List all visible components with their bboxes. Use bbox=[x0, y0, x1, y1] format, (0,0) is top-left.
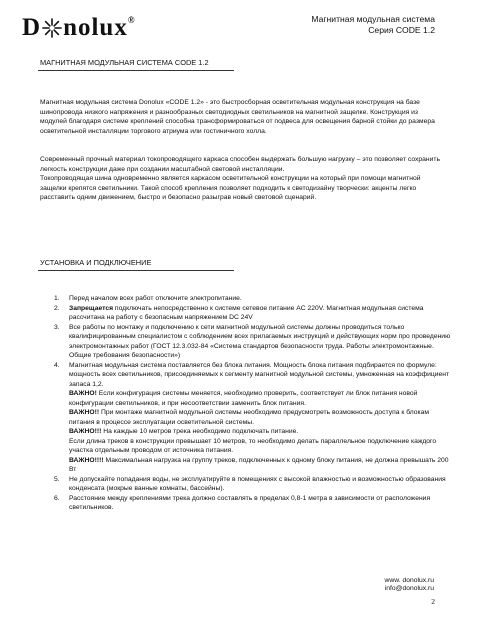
document-subtitle: Серия CODE 1.2 bbox=[368, 25, 435, 35]
section-title-system: МАГНИТНАЯ МОДУЛЬНАЯ СИСТЕМА CODE 1.2 bbox=[40, 58, 209, 67]
section-underline bbox=[38, 70, 234, 71]
list-item: Если длина треков в конструкции превышает 10 метров, то необходимо делать параллельное подключение каждого участка отдельным проводом от источника питания. bbox=[69, 437, 437, 454]
list-item: 1. Перед началом всех работ отключите электропитание. bbox=[54, 295, 242, 302]
list-item: ВАЖНО!!! На каждые 10 метров трека необходимо подключать питание. bbox=[69, 428, 299, 435]
list-item: 5. Не допускайте попадания воды, не эксплуатируйте в помещениях с высокой влажностью и возможностью образования конденсата (мокрые ванные комнаты, бассейны). bbox=[54, 475, 446, 492]
paragraph-busbar: Токопроводящая шина одновременно является каркасом осветительной конструкции на который при помощи магнитной защелки крепятся светильники. Такой способ крепления позволяет подходить к светодизайну творчески: акценты легко расставить одним движением, быстро и безопасно разыграв новый световой сценарий. bbox=[40, 175, 421, 202]
website-link[interactable]: www. donolux.ru bbox=[384, 577, 434, 584]
brand-logo bbox=[22, 14, 136, 42]
installation-list bbox=[40, 294, 452, 513]
document-header bbox=[311, 14, 435, 36]
sunburst-logo-icon bbox=[42, 18, 62, 38]
list-item: 2. Запрещается подключать непосредственно к системе сетевое питание AC 220V. Магнитная модульная система рассчитана на работу с безопасным напряжением DC 24V bbox=[54, 304, 424, 321]
list-item: 6. Расстояние между креплениями трека должно составлять в пределах 0,8-1 метра в зависимости от расположения светильников. bbox=[54, 494, 431, 511]
list-item: ВАЖНО! Если конфигурация системы меняется, необходимо проверить, соответствует ли блок питания новой конфигурации светильников, и при несоответствии заменить блок питания. bbox=[69, 390, 418, 407]
document-title: Магнитная модульная система bbox=[311, 14, 435, 24]
section-underline bbox=[38, 270, 234, 271]
list-item: ВАЖНО!! При монтаже магнитной модульной системы необходимо предусмотреть возможность доступа к блокам питания в процессе эксплуатации осветительной системы. bbox=[69, 409, 430, 426]
brand-right: nolux bbox=[63, 14, 128, 41]
list-item: ВАЖНО!!!! Максимальная нагрузка на группу треков, подключенных к одному блоку питания, не должна превышать 200 Вт bbox=[69, 456, 449, 473]
footer-contacts bbox=[384, 577, 434, 594]
brand-left: D bbox=[22, 14, 42, 41]
paragraph-material: Современный прочный материал токопроводящего каркаса способен выдержать большую нагрузку – это позволяет сохранить легкость конструкции даже при создании масштабной световой инсталляции. bbox=[40, 156, 440, 173]
page-number: 2 bbox=[431, 597, 435, 606]
list-item: 4. Магнитная модульная система поставляется без блока питания. Мощность блока питания подбирается по формуле: мощность всех светильников, присоединяемых к сегменту магнитной модульной системы, умноженная на коэффициент запаса 1,2. bbox=[54, 361, 450, 388]
registered-mark: ® bbox=[127, 15, 136, 25]
list-item: 3. Все работы по монтажу и подключению к сети магнитной модульной системы должны проводиться только квалифицированным специалистом с соблюдением всех прилагаемых инструкций и действующих норм про проведению электромонтажных работ (ГОСТ 12.3.032-84 «Система стандартов безопасности труда. Работы электромонтажные. Общие требования безопасности») bbox=[54, 323, 451, 359]
section-title-installation: УСТАНОВКА И ПОДКЛЮЧЕНИЕ bbox=[40, 258, 152, 267]
paragraph-intro: Магнитная модульная система Donolux «CODE 1.2» - это быстросборная осветительная модульная конструкция на базе шинопровода низкого напряжения и разнообразных светодиодных светильников на магнитной защелке. Конструкция из модулей благодаря системе креплений способна трансформироваться от подвеса для освещения барной стойки до размера осветительной инсталляции торгового атриума или гостиничного холла. bbox=[40, 99, 435, 135]
email-link[interactable]: info@donolux.ru bbox=[384, 585, 434, 593]
